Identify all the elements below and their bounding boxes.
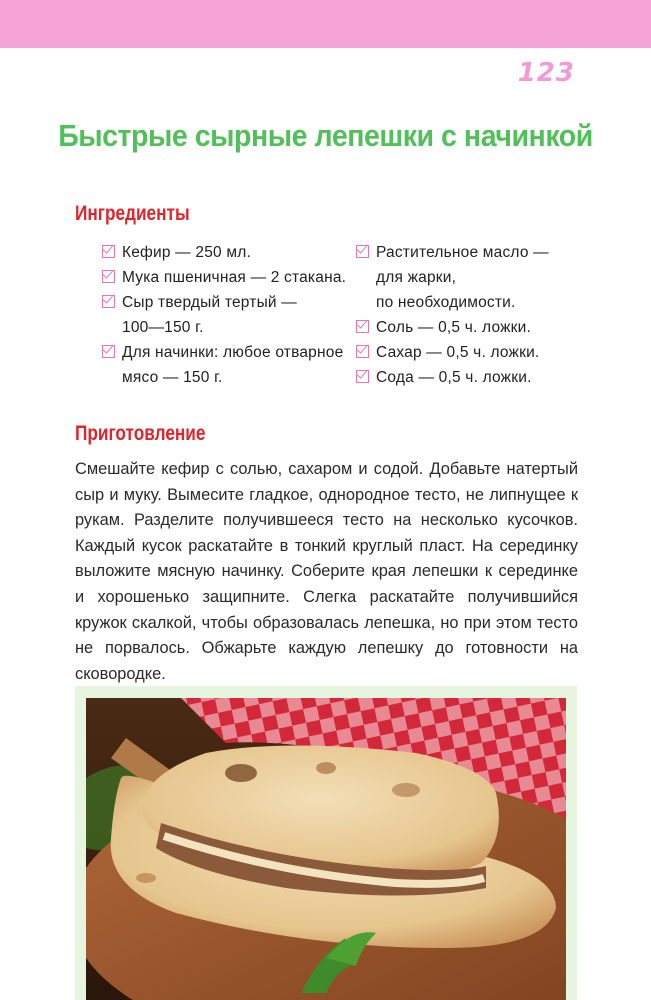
ingredient-text: Сыр твердый тертый — [122, 294, 297, 311]
ingredient-item [102, 240, 347, 265]
ingredient-text: Для начинки: любое отварное [122, 344, 344, 361]
top-color-band [0, 0, 651, 48]
ingredients-list-right [356, 240, 586, 390]
ingredient-text: Растительное масло — [376, 244, 549, 261]
ingredients-heading: Ингредиенты [75, 202, 190, 225]
checkbox-icon [102, 270, 115, 283]
ingredient-text: 100—150 г. [122, 319, 204, 336]
ingredient-text: Сахар — 0,5 ч. ложки. [376, 344, 540, 361]
ingredient-text: Кефир — 250 мл. [122, 244, 251, 261]
ingredient-item [356, 340, 586, 365]
ingredient-text: по необходимости. [376, 294, 516, 311]
ingredient-item [102, 340, 347, 390]
ingredient-text: Мука пшеничная — 2 стакана. [122, 269, 347, 286]
ingredient-text: Сода — 0,5 ч. ложки. [376, 369, 532, 386]
ingredient-text: Соль — 0,5 ч. ложки. [376, 319, 532, 336]
checkbox-icon [356, 320, 369, 333]
checkbox-icon [356, 245, 369, 258]
ingredient-text: для жарки, [376, 269, 457, 286]
ingredient-text: мясо — 150 г. [122, 369, 223, 386]
checkbox-icon [102, 295, 115, 308]
ingredient-item [102, 290, 347, 340]
ingredient-item [102, 265, 347, 290]
page-number: 123 [517, 58, 575, 88]
dish-photo [86, 698, 566, 1000]
checkbox-icon [102, 345, 115, 358]
checkbox-icon [102, 245, 115, 258]
ingredients-list-left [102, 240, 347, 390]
checkbox-icon [356, 345, 369, 358]
recipe-title: Быстрые сырные лепешки с начинкой [58, 118, 593, 153]
ingredient-item [356, 240, 586, 315]
ingredient-item [356, 315, 586, 340]
preparation-text: Смешайте кефир с солью, сахаром и содой. Добавьте натертый сыр и муку. Вымесите гладкое, однородное тесто, не липнущее к рукам. Разделите получившееся тесто на несколько кусочков. Каждый кусок раскатайте в тонкий круглый пласт. На серединку выложите мясную начинку. Соберите края лепешки к серединке и хорошенько защипните. Слегка раскатайте получившийся кружок скалкой, чтобы образовалась лепешка, но при этом тесто не порвалось. Обжарьте каждую лепешку до готовности на сковородке. [75, 460, 578, 683]
preparation-heading: Приготовление [75, 422, 206, 445]
checkbox-icon [356, 370, 369, 383]
ingredient-item [356, 365, 586, 390]
